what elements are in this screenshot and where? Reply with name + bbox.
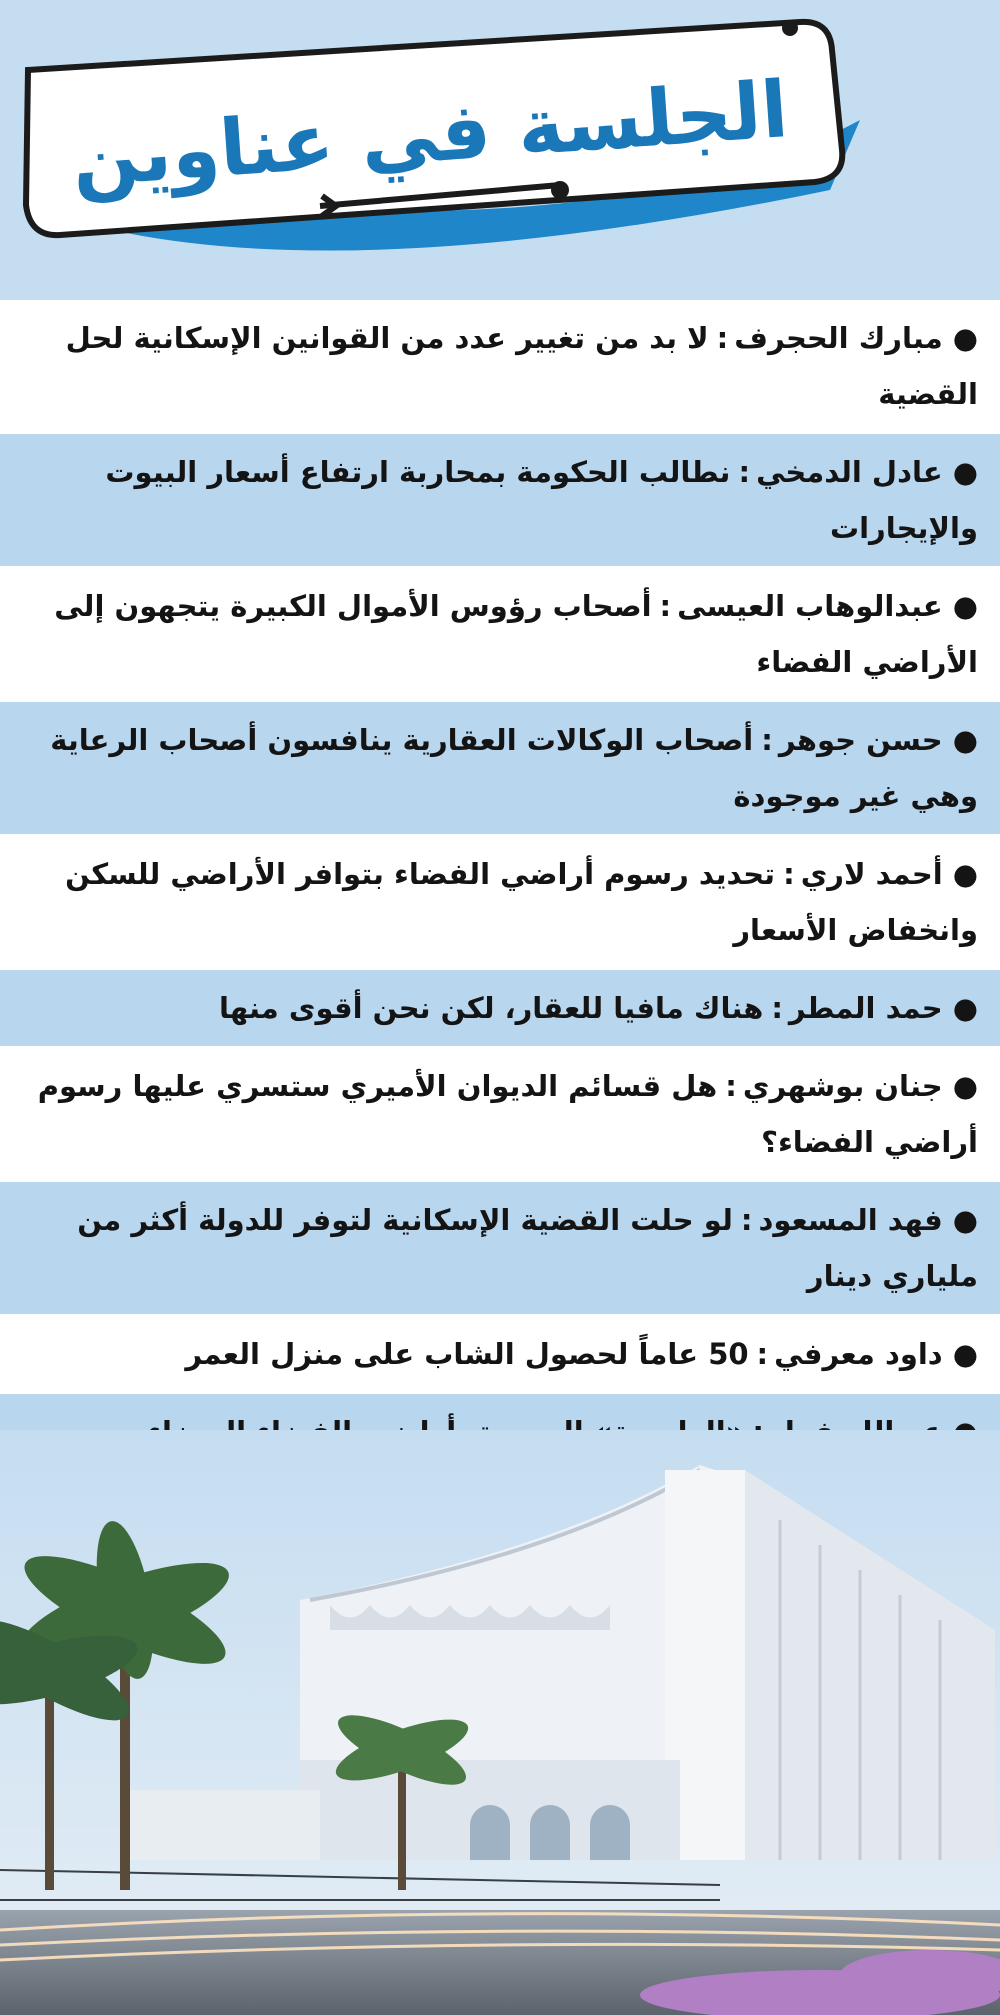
headline-item (0, 970, 1000, 1048)
quote-text: لا بد من تغيير عدد من القوانين الإسكانية لحل القضية (65, 321, 978, 411)
side-building (120, 1790, 320, 1860)
headline-item (0, 1182, 1000, 1316)
speaker-name: أحمد لاري (800, 857, 943, 891)
quote-text: أصحاب الوكالات العقارية ينافسون أصحاب الرعاية وهي غير موجودة (50, 723, 978, 813)
header-banner (0, 0, 1000, 290)
quote-text: نطالب الحكومة بمحاربة ارتفاع أسعار البيوت والإيجارات (105, 455, 978, 545)
separator: : (740, 1203, 753, 1237)
bullet-icon: ● (952, 991, 978, 1025)
speaker-name: داود معرفي (774, 1337, 943, 1371)
headline-item (0, 836, 1000, 970)
headline-item (0, 702, 1000, 836)
separator: : (783, 857, 795, 891)
quote-text: هناك مافيا للعقار، لكن نحن أقوى منها (218, 991, 764, 1025)
headline-item (0, 1316, 1000, 1394)
separator: : (738, 455, 751, 489)
bullet-icon: ● (952, 1069, 978, 1103)
arch-windows (470, 1805, 630, 1860)
quote-text: 50 عاماً لحصول الشاب على منزل العمر (185, 1337, 749, 1371)
speaker-name: عادل الدمخي (756, 455, 943, 489)
separator: : (725, 1069, 737, 1103)
separator: : (761, 723, 773, 757)
separator: : (756, 1337, 769, 1371)
speaker-name: فهد المسعود (758, 1203, 943, 1237)
quote-text: لو حلت القضية الإسكانية لتوفر للدولة أكثر من ملياري دينار (77, 1203, 978, 1293)
bullet-icon: ● (952, 1337, 978, 1371)
quote-text: تحديد رسوم أراضي الفضاء بتوافر الأراضي للسكن وانخفاض الأسعار (65, 857, 978, 947)
separator: : (771, 991, 783, 1025)
bullet-icon: ● (952, 723, 978, 757)
speaker-name: جنان بوشهري (742, 1069, 943, 1103)
bullet-icon: ● (952, 589, 978, 623)
quote-text: أصحاب رؤوس الأموال الكبيرة يتجهون إلى الأراضي الفضاء (54, 589, 978, 679)
page-title: الجلسة في عناوين (69, 65, 791, 205)
bullet-icon: ● (952, 857, 978, 891)
headline-item (0, 1048, 1000, 1182)
speaker-name: عبدالوهاب العيسى (677, 589, 943, 623)
speaker-name: مبارك الحجرف (734, 321, 943, 355)
headline-item (0, 568, 1000, 702)
separator: : (716, 321, 729, 355)
quote-text: هل قسائم الديوان الأميري ستسري عليها رسوم أراضي الفضاء؟ (37, 1069, 978, 1159)
headline-item (0, 434, 1000, 568)
bullet-icon: ● (952, 1203, 978, 1237)
bullet-icon: ● (952, 321, 978, 355)
parliament-photo (0, 1430, 1000, 2015)
headline-item (0, 300, 1000, 434)
separator: : (659, 589, 672, 623)
bullet-icon: ● (952, 455, 978, 489)
speaker-name: حمد المطر (788, 991, 943, 1025)
speaker-name: حسن جوهر (778, 723, 943, 757)
